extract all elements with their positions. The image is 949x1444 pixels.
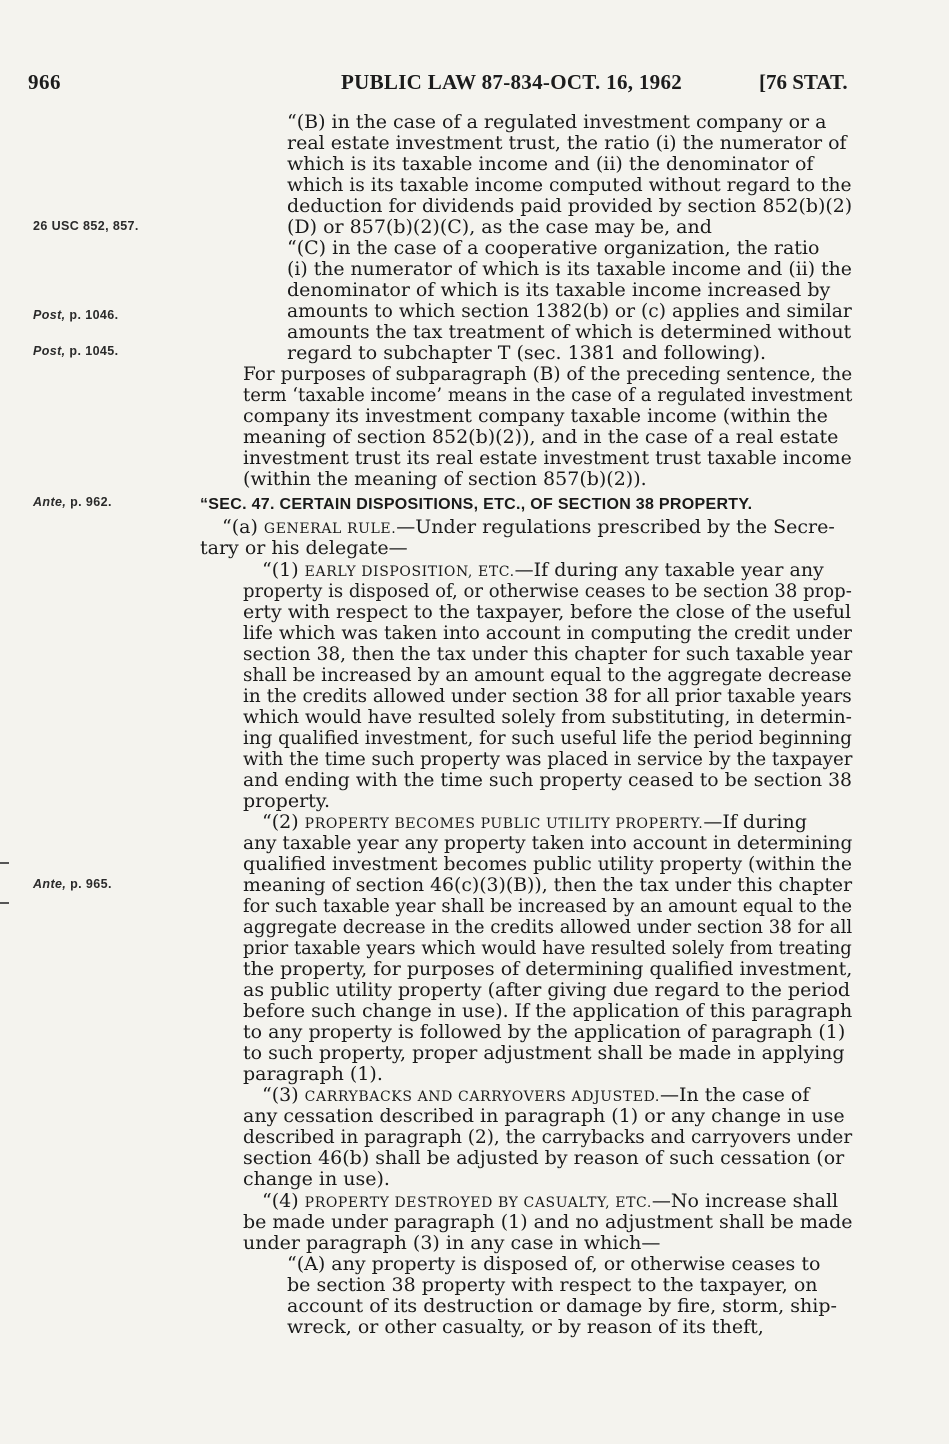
text-line: aggregate decrease in the credits allowed under section 38 for all bbox=[243, 916, 853, 938]
text-line: section 38, then the tax under this chapter for such taxable year bbox=[243, 643, 853, 665]
text-line: shall be increased by an amount equal to the aggregate decrease bbox=[243, 664, 852, 686]
text-line: “(3) CARRYBACKS AND CARRYOVERS ADJUSTED.—In the case of bbox=[262, 1084, 810, 1106]
text-line: which is its taxable income and (ii) the denominator of bbox=[287, 153, 814, 175]
text-line: any cessation described in paragraph (1) or any change in use bbox=[243, 1105, 845, 1127]
margin-note-ante-962: Ante, p. 962. bbox=[33, 495, 112, 509]
text-line: be section 38 property with respect to the taxpayer, on bbox=[287, 1274, 818, 1296]
margin-note-post-1046: Post, p. 1046. bbox=[33, 308, 119, 322]
page-title: PUBLIC LAW 87-834-OCT. 16, 1962 bbox=[341, 70, 683, 94]
page-header bbox=[0, 70, 949, 94]
text-line: “(1) EARLY DISPOSITION, ETC.—If during any taxable year any bbox=[262, 559, 824, 581]
text-line: paragraph (1). bbox=[243, 1063, 383, 1085]
text-line: “(A) any property is disposed of, or otherwise ceases to bbox=[287, 1253, 821, 1275]
text-line: “(B) in the case of a regulated investment company or a bbox=[287, 111, 827, 133]
text-line: meaning of section 46(c)(3)(B)), then the tax under this chapter bbox=[243, 874, 853, 896]
margin-mark bbox=[0, 902, 9, 904]
text-line: with the time such property was placed in service by the taxpayer bbox=[243, 748, 853, 770]
text-line: (within the meaning of section 857(b)(2)). bbox=[243, 468, 647, 490]
text-line: be made under paragraph (1) and no adjustment shall be made bbox=[243, 1211, 853, 1233]
text-line: “(C) in the case of a cooperative organization, the ratio bbox=[287, 237, 820, 259]
text-line: regard to subchapter T (sec. 1381 and following). bbox=[287, 342, 766, 364]
text-line: to any property is followed by the application of paragraph (1) bbox=[243, 1021, 846, 1043]
text-line: any taxable year any property taken into account in determining bbox=[243, 832, 853, 854]
margin-note-usc: 26 USC 852, 857. bbox=[33, 219, 139, 233]
text-line: “(2) PROPERTY BECOMES PUBLIC UTILITY PROPERTY.—If during bbox=[262, 811, 807, 833]
text-line: the property, for purposes of determining qualified investment, bbox=[243, 958, 853, 980]
margin-mark bbox=[0, 862, 9, 864]
text-line: which is its taxable income computed without regard to the bbox=[287, 174, 852, 196]
text-line: “(4) PROPERTY DESTROYED BY CASUALTY, ETC.—No increase shall bbox=[262, 1190, 839, 1212]
text-line: company its investment company taxable income (within the bbox=[243, 405, 828, 427]
margin-note-ante-965: Ante, p. 965. bbox=[33, 877, 112, 891]
text-line: which would have resulted solely from substituting, in determin- bbox=[243, 706, 852, 728]
text-line: “(a) GENERAL RULE.—Under regulations prescribed by the Secre- bbox=[222, 516, 835, 538]
text-line: (D) or 857(b)(2)(C), as the case may be, and bbox=[287, 216, 712, 238]
text-line: property is disposed of, or otherwise ceases to be section 38 prop- bbox=[243, 580, 852, 602]
text-line: under paragraph (3) in any case in which— bbox=[243, 1232, 661, 1254]
text-line: for such taxable year shall be increased by an amount equal to the bbox=[243, 895, 853, 917]
text-line: meaning of section 852(b)(2)), and in the case of a real estate bbox=[243, 426, 839, 448]
text-line: before such change in use). If the application of this paragraph bbox=[243, 1000, 853, 1022]
section-heading: “SEC. 47. CERTAIN DISPOSITIONS, ETC., OF SECTION 38 PROPERTY. bbox=[200, 496, 753, 513]
text-line: change in use). bbox=[243, 1168, 390, 1190]
text-line: denominator of which is its taxable income increased by bbox=[287, 279, 831, 301]
statute-volume: [76 STAT. bbox=[759, 70, 848, 94]
text-line: account of its destruction or damage by fire, storm, ship- bbox=[287, 1295, 837, 1317]
text-line: in the credits allowed under section 38 for all prior taxable years bbox=[243, 685, 852, 707]
text-line: tary or his delegate— bbox=[200, 537, 408, 559]
text-line: to such property, proper adjustment shall be made in applying bbox=[243, 1042, 845, 1064]
text-line: amounts to which section 1382(b) or (c) applies and similar bbox=[287, 300, 852, 322]
text-line: erty with respect to the taxpayer, before the close of the useful bbox=[243, 601, 852, 623]
text-line: deduction for dividends paid provided by section 852(b)(2) bbox=[287, 195, 853, 217]
text-line: ing qualified investment, for such useful life the period beginning bbox=[243, 727, 852, 749]
text-line: property. bbox=[243, 790, 331, 812]
text-line: (i) the numerator of which is its taxable income and (ii) the bbox=[287, 258, 852, 280]
page-number: 966 bbox=[28, 70, 61, 94]
text-line: term ‘taxable income’ means in the case of a regulated investment bbox=[243, 384, 853, 406]
text-line: investment trust its real estate investment trust taxable income bbox=[243, 447, 852, 469]
text-line: real estate investment trust, the ratio (i) the numerator of bbox=[287, 132, 847, 154]
text-line: qualified investment becomes public utility property (within the bbox=[243, 853, 852, 875]
margin-note-post-1045: Post, p. 1045. bbox=[33, 344, 119, 358]
text-line: For purposes of subparagraph (B) of the preceding sentence, the bbox=[243, 363, 853, 385]
text-line: life which was taken into account in computing the credit under bbox=[243, 622, 852, 644]
text-line: section 46(b) shall be adjusted by reason of such cessation (or bbox=[243, 1147, 845, 1169]
text-line: as public utility property (after giving due regard to the period bbox=[243, 979, 851, 1001]
text-line: and ending with the time such property ceased to be section 38 bbox=[243, 769, 853, 791]
text-line: prior taxable years which would have resulted solely from treating bbox=[243, 937, 852, 959]
text-line: amounts the tax treatment of which is determined without bbox=[287, 321, 852, 343]
text-line: wreck, or other casualty, or by reason of its theft, bbox=[287, 1316, 764, 1338]
text-line: described in paragraph (2), the carrybacks and carryovers under bbox=[243, 1126, 853, 1148]
